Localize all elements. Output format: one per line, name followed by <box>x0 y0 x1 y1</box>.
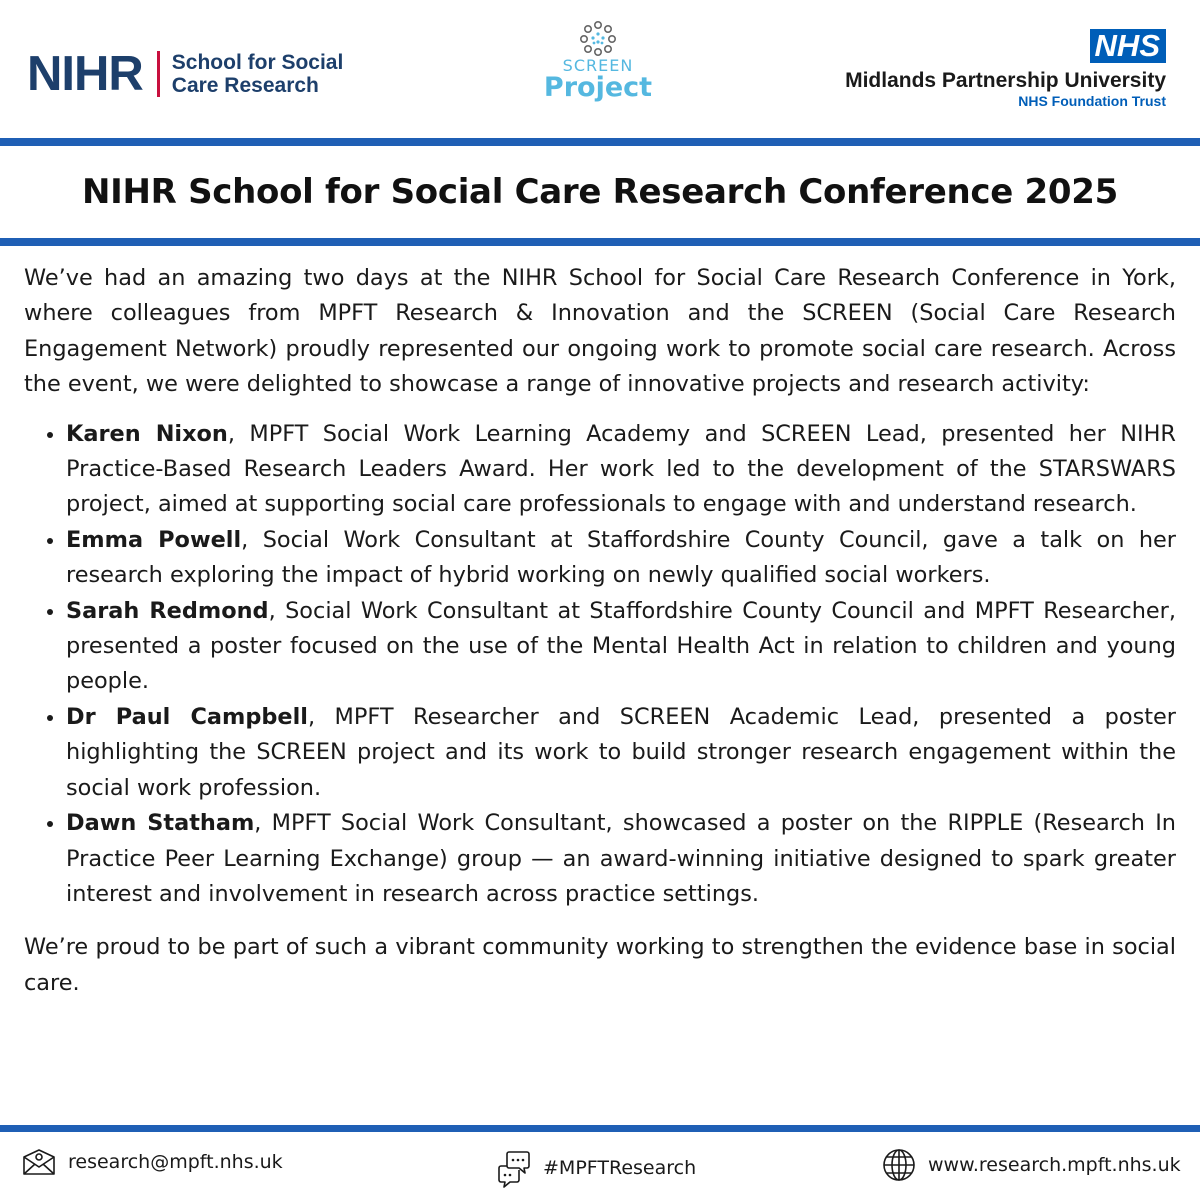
page-title: NIHR School for Social Care Research Conference 2025 <box>82 172 1118 212</box>
hashtag-text[interactable]: #MPFTResearch <box>543 1157 697 1179</box>
presenter-name: Dr Paul Campbell <box>66 703 308 730</box>
list-item <box>66 417 1176 523</box>
presenter-description: , MPFT Social Work Consultant, showcased a poster on the RIPPLE (Research In Practice Peer Learning Exchange) group — an award-winning initiative designed to spark greater interest and involvement in research across practice settings. <box>66 810 1177 907</box>
presenter-description: , MPFT Researcher and SCREEN Academic Lead, presented a poster highlighting the SCREEN project and its work to build stronger research engagement within the social work profession. <box>66 703 1177 801</box>
nihr-logo-divider <box>157 51 160 97</box>
nhs-trust-name: NHS Foundation Trust <box>1018 93 1166 109</box>
header <box>0 0 1200 138</box>
footer-website <box>882 1148 1181 1182</box>
header-divider-top <box>0 138 1200 146</box>
chat-bubbles-icon <box>497 1148 531 1188</box>
list-item <box>66 594 1176 700</box>
closing-paragraph: We’re proud to be part of such a vibrant community working to strengthen the evidence base in social care. <box>24 934 1176 996</box>
presenter-name: Karen Nixon <box>66 420 228 447</box>
screen-network-icon <box>576 20 620 56</box>
nihr-logo <box>27 46 343 102</box>
screen-wordmark: SCREEN <box>562 56 634 75</box>
header-divider-bottom <box>0 238 1200 246</box>
globe-icon <box>882 1148 916 1182</box>
intro-paragraph: We’ve had an amazing two days at the NIHR School for Social Care Research Conference in York, where colleagues from MPFT Research & Innovation and the SCREEN (Social Care Research Engagement Network) proudly represented our ongoing work to promote social care research. Across the event, we were delighted to showcase a range of innovative projects and research activity: <box>24 265 1176 398</box>
nihr-school-line-2: Care Research <box>171 74 319 97</box>
article-body <box>24 261 1176 1001</box>
envelope-icon <box>22 1148 56 1176</box>
website-url[interactable]: www.research.mpft.nhs.uk <box>928 1154 1181 1176</box>
presenter-description: , Social Work Consultant at Staffordshire County Council, gave a talk on her research exploring the impact of hybrid working on newly qualified social workers. <box>66 526 1176 589</box>
nihr-school-line-1: School for Social <box>171 51 344 74</box>
footer-email <box>22 1148 283 1176</box>
presenter-name: Emma Powell <box>66 526 242 553</box>
list-item <box>66 523 1176 594</box>
footer-hashtag <box>497 1148 696 1188</box>
presenter-description: , MPFT Social Work Learning Academy and SCREEN Lead, presented her NIHR Practice-Based Research Leaders Award. Her work led to the development of the STARSWARS project, aimed at supporting social care professionals to engage with and understand research. <box>66 420 1176 518</box>
presenter-list <box>24 417 1176 913</box>
nhs-badge: NHS <box>1090 29 1166 63</box>
nhs-organisation-name: Midlands Partnership University <box>845 69 1166 92</box>
nihr-school-name <box>172 51 344 97</box>
presenter-name: Dawn Statham <box>66 810 255 837</box>
presenter-description: , Social Work Consultant at Staffordshire County Council and MPFT Researcher, presented a poster focused on the use of the Mental Health Act in relation to children and young people. <box>66 597 1176 695</box>
list-item <box>66 700 1176 806</box>
list-item <box>66 806 1176 912</box>
email-address[interactable]: research@mpft.nhs.uk <box>68 1151 283 1173</box>
footer <box>0 1140 1200 1200</box>
project-wordmark: Project <box>543 72 653 103</box>
presenter-name: Sarah Redmond <box>66 597 269 624</box>
nhs-trust-logo <box>845 29 1166 109</box>
nihr-wordmark: NIHR <box>27 46 143 101</box>
screen-project-logo <box>532 20 664 120</box>
footer-divider <box>0 1125 1200 1132</box>
